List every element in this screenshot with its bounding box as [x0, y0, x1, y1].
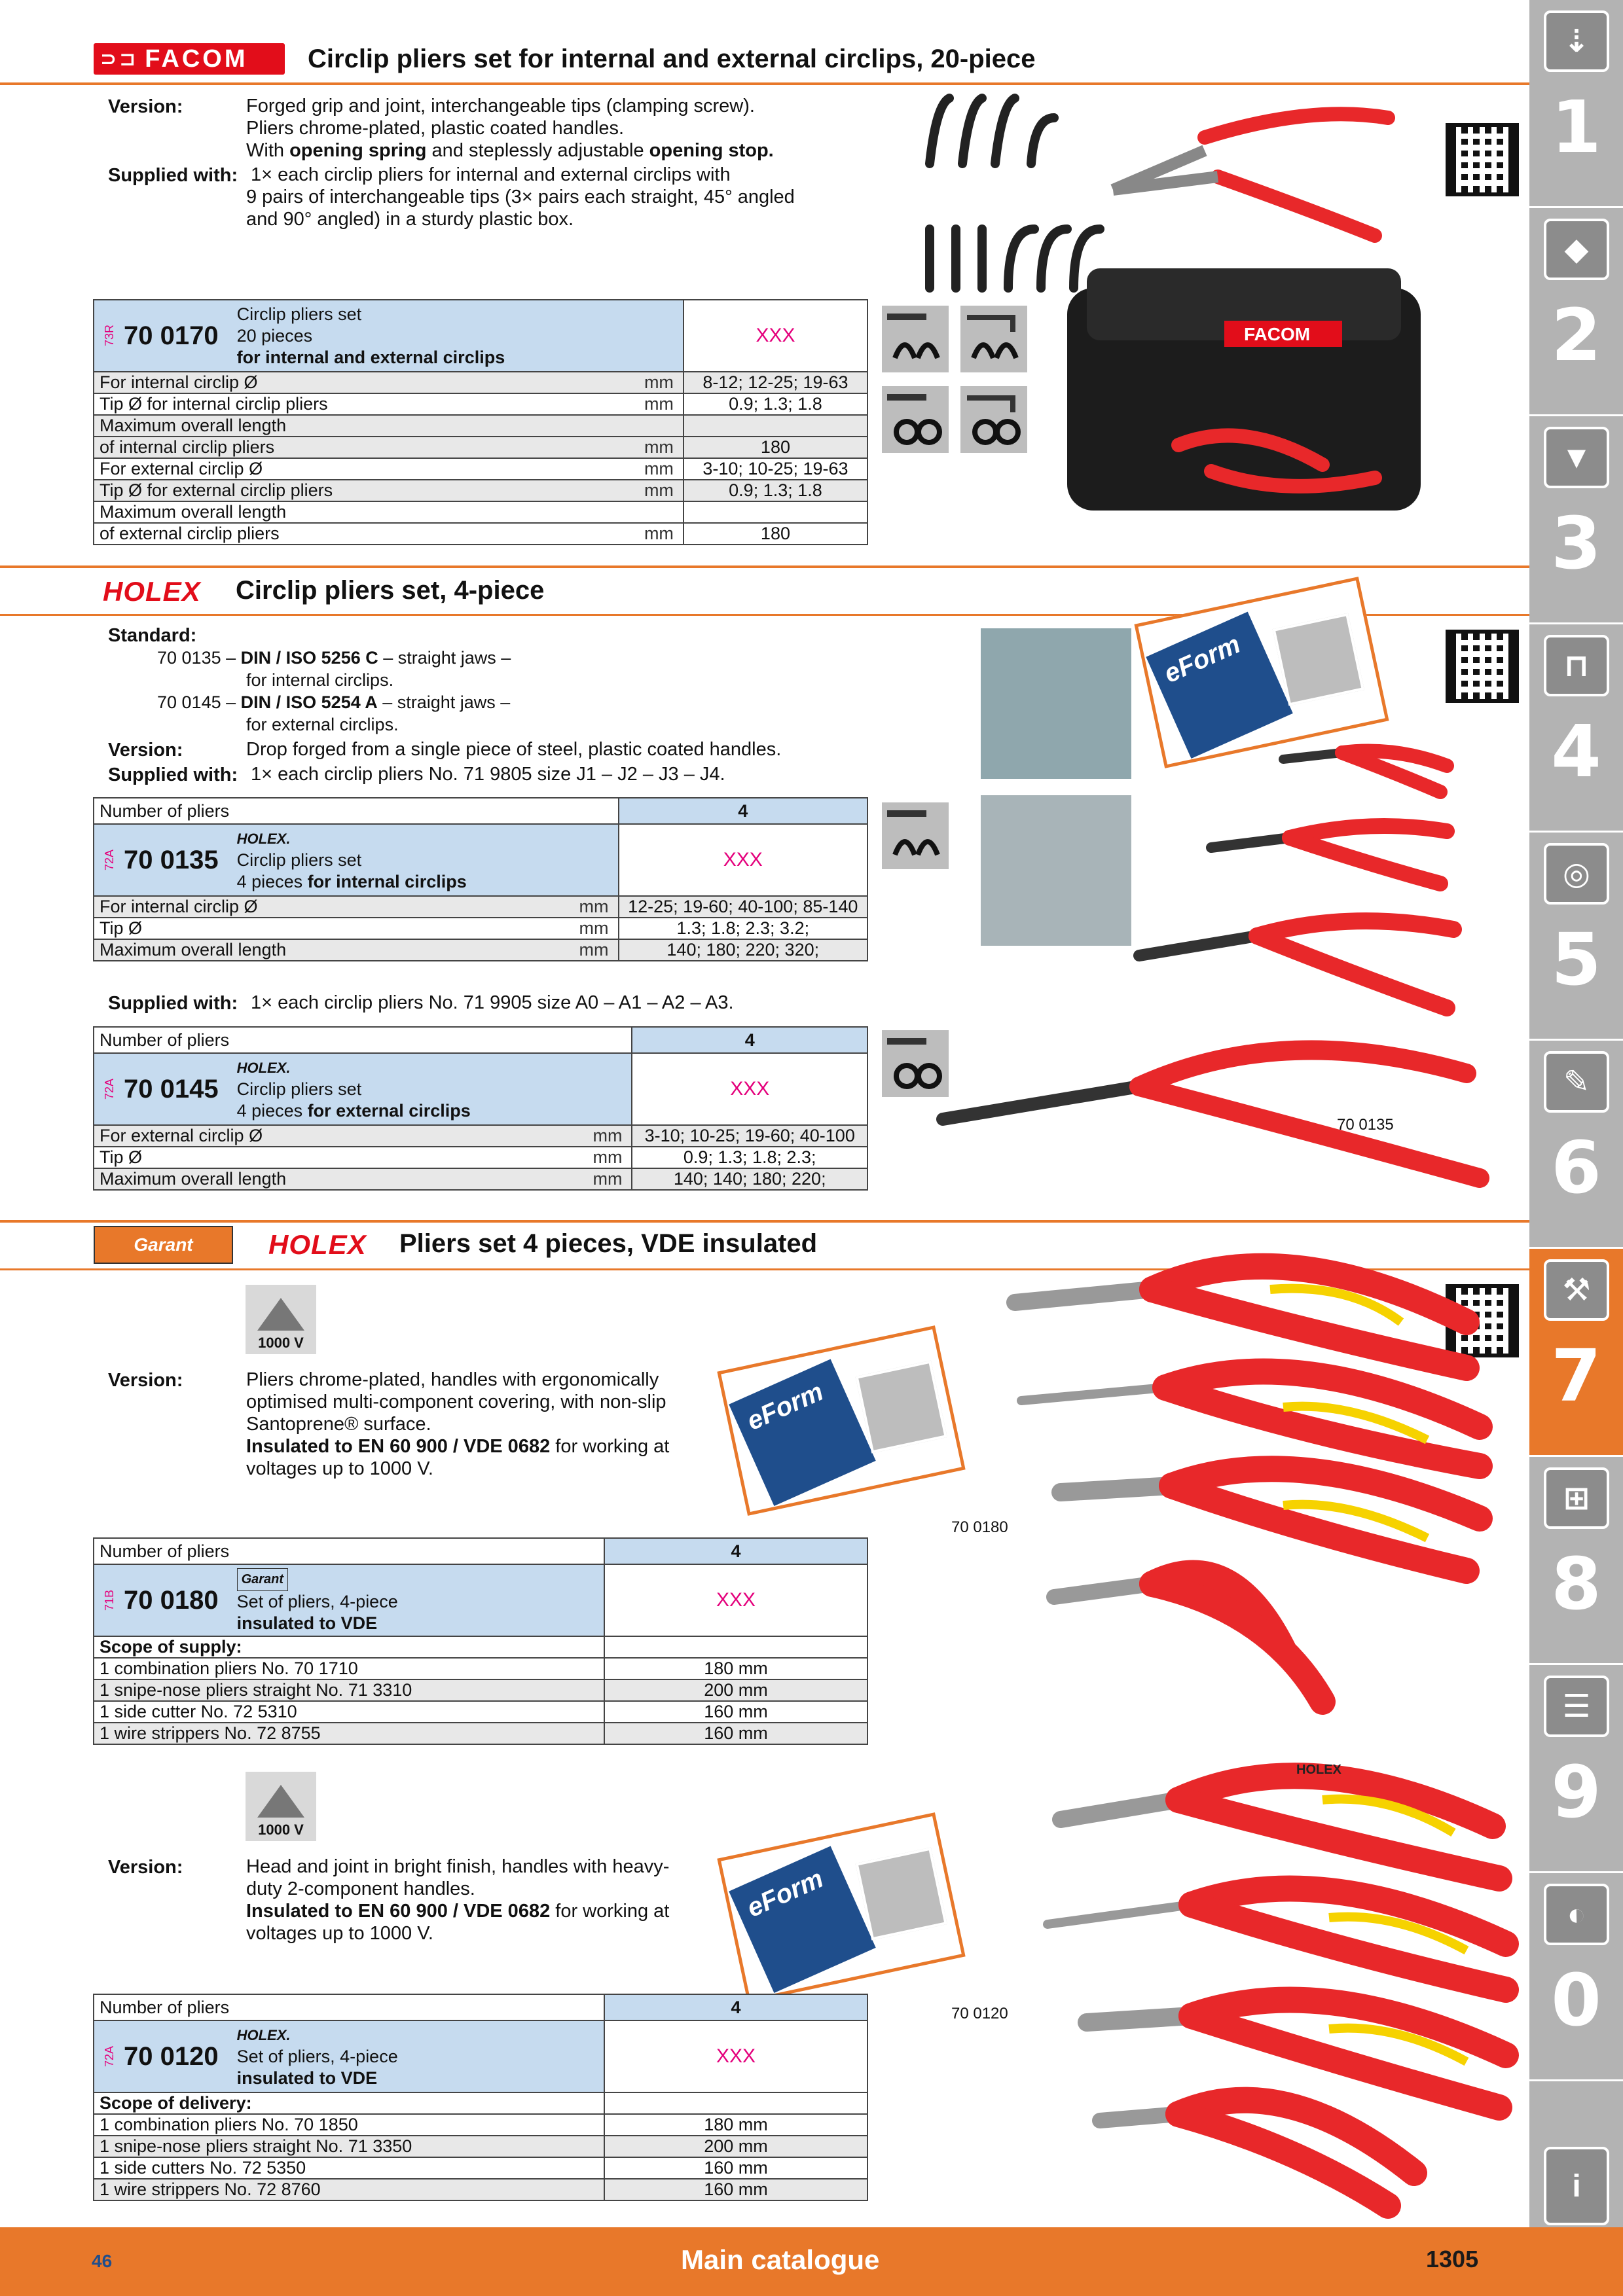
group-code: 72A: [103, 2045, 116, 2068]
holex-circlip-pliers-image: [923, 733, 1525, 1204]
insert-icon: ◆: [1544, 219, 1609, 280]
version-text: Drop forged from a single piece of steel, plastic coated handles.: [246, 739, 782, 760]
spec-table-700170: 73R 70 0170 Circlip pliers set 20 pieces for internal and external circlips XXX For internal circlip Ø mm 8-12; 12-25; 19-63 Tip Ø for internal circlip pliers mm 0.9; 1.3; 1.8 Maximum overall length of internal circlip pliers mm 180 For external circlip Ø mm 3-10; 10-25; 19-63 Tip Ø for external circlip pliers mm 0.9; 1.3; 1.8 Maximum overall length of external circlip pliers mm 180: [93, 299, 868, 545]
sidebar-tab-number: 3: [1551, 501, 1601, 585]
svg-text:HOLEX: HOLEX: [1296, 1763, 1341, 1777]
article-cell: 72A 70 0145 HOLEX. Circlip pliers set 4 pieces for external circlips: [94, 1053, 632, 1125]
qr-code[interactable]: [1446, 123, 1519, 196]
page-ref: 46: [92, 2251, 113, 2271]
caliper-icon: ⊓: [1544, 635, 1609, 696]
sidebar-tab-1[interactable]: [1529, 0, 1623, 208]
article-number: 70 0180: [124, 1585, 219, 1615]
sidebar-tab-number: 5: [1551, 918, 1601, 1001]
footer-bar: [0, 2227, 1623, 2296]
section-title: Circlip pliers set for internal and external circlips, 20-piece: [308, 45, 1036, 73]
holex-logo: HOLEX: [268, 1229, 367, 1260]
article-number: 70 0120: [124, 2041, 219, 2071]
sidebar-tab-number: 6: [1551, 1126, 1601, 1210]
version-text: Head and joint in bright finish, handles with heavy- duty 2-component handles. Insulated to EN 60 900 / VDE 0682 for working at voltages up to 1000 V.: [246, 1856, 670, 1944]
sidebar-tab-5[interactable]: [1529, 833, 1623, 1041]
article-number: 70 0135: [124, 845, 219, 874]
sidebar-tab-8[interactable]: [1529, 1457, 1623, 1665]
sidebar-tab-9[interactable]: [1529, 1665, 1623, 1873]
section-title: Circlip pliers set, 4-piece: [236, 576, 545, 605]
version-label: Version:: [108, 1857, 183, 1878]
eform-badge[interactable]: eForm: [717, 1812, 965, 2003]
spec-table-700120: Number of pliers 4 72A 70 0120 HOLEX. Set of pliers, 4-piece insulated to VDE XXX Scope of delivery: 1 combination pliers No. 70 1850 180 mm 1 snipe-nose pliers straight No. 71 3350 200 mm 1 side cutters No. 72 5350 160 mm 1 wire strippers No. 72 8760 160 mm: [93, 1994, 868, 2201]
footer-title: Main catalogue: [681, 2244, 880, 2275]
svg-text:FACOM: FACOM: [1244, 324, 1311, 344]
section-title: Pliers set 4 pieces, VDE insulated: [399, 1229, 818, 1258]
holex-vde-pliers-image: [1048, 1728, 1519, 2212]
group-code: 71B: [103, 1589, 116, 1611]
article-number: 70 0145: [124, 1074, 219, 1103]
sidebar-tab-3[interactable]: [1529, 416, 1623, 624]
article-cell: 72A 70 0120 HOLEX. Set of pliers, 4-piece insulated to VDE: [94, 2020, 604, 2092]
sidebar-tab-number: 4: [1551, 709, 1601, 793]
version-text: Pliers chrome-plated, handles with ergonomically optimised multi-component covering, with non-slip Santoprene® surface. Insulated to EN 60 900 / VDE 0682 for working at voltages up to 1000 V.: [246, 1369, 670, 1479]
supplied-label: Supplied with:: [108, 764, 238, 785]
article-number: 70 0170: [124, 321, 219, 350]
version-label: Version:: [108, 740, 183, 761]
info-icon: i: [1544, 2147, 1609, 2225]
standard-700135: 70 0135 – DIN / ISO 5256 C – straight jaws – for internal circlips. 70 0145 – DIN / ISO 5254 A – straight jaws – for external circlips.: [157, 648, 511, 734]
qr-code[interactable]: [1446, 630, 1519, 703]
standard-label: Standard:: [108, 625, 197, 646]
section-divider: [0, 1220, 1529, 1223]
sidebar-tab-number: 0: [1551, 1958, 1601, 2042]
grinding-disc-icon: ◎: [1544, 843, 1609, 905]
garant-logo: Garant: [94, 1226, 233, 1264]
facom-logo: ⊃⊐ FACOM: [94, 43, 285, 75]
spec-table-700145: Number of pliers 4 72A 70 0145 HOLEX. Circlip pliers set 4 pieces for external circlips XXX For external circlip Ø mm 3-10; 10-25; 19-60; 40-100 Tip Ø mm 0.9; 1.3; 1.8; 2.3; Maximum overall length mm 140; 140; 180; 220;: [93, 1026, 868, 1191]
vde-1000v-icon: 1000 V: [246, 1772, 316, 1841]
eform-badge[interactable]: eForm: [717, 1325, 965, 1516]
tool-holder-icon: ▼: [1544, 427, 1609, 488]
supplied-label: Supplied with:: [108, 993, 238, 1014]
sidebar-tab-number: 8: [1551, 1542, 1601, 1626]
spec-table-700180: Number of pliers 4 71B 70 0180 Garant Set of pliers, 4-piece insulated to VDE XXX Scope of supply: 1 combination pliers No. 70 1710 180 mm 1 snipe-nose pliers straight No. 71 3310 200 mm 1 side cutter No. 72 5310 160 mm 1 wire strippers No. 72 8755 160 mm: [93, 1537, 868, 1745]
group-code: 72A: [103, 849, 116, 871]
sidebar-tab-0[interactable]: [1529, 1873, 1623, 2081]
section-divider: [0, 565, 1529, 568]
price-cell: XXX: [684, 300, 867, 372]
cabinet-icon: ☰: [1544, 1676, 1609, 1737]
version-label: Version:: [108, 96, 183, 117]
version-text: Forged grip and joint, interchangeable tips (clamping screw). Pliers chrome-plated, plastic coated handles. With opening spring and steplessly adjustable opening stop.: [246, 96, 774, 161]
supplied-text: 1× each circlip pliers No. 71 9805 size J1 – J2 – J3 – J4.: [251, 764, 725, 785]
group-code: 72A: [103, 1078, 116, 1100]
page-number: 1305: [1426, 2246, 1479, 2272]
facom-circlip-set-image: [917, 79, 1440, 537]
sidebar-tab-number: 7: [1551, 1334, 1601, 1418]
spec-table-700135: Number of pliers 4 72A 70 0135 HOLEX. Circlip pliers set 4 pieces for internal circlips XXX For internal circlip Ø mm 12-25; 19-60; 40-100; 85-140 Tip Ø mm 1.3; 1.8; 2.3; 3.2; Maximum overall length mm 140; 180; 220; 320;: [93, 797, 868, 961]
sidebar-tab-7[interactable]: [1529, 1249, 1623, 1457]
supplied-text: 1× each circlip pliers for internal and external circlips with 9 pairs of interchangeable tips (3× pairs each straight, 45° angled and 90° angled) in a sturdy plastic box.: [246, 164, 795, 230]
screwdriver-icon: ✎: [1544, 1051, 1609, 1113]
safety-goggles-icon: ◐: [1544, 1884, 1609, 1945]
holex-logo: HOLEX: [103, 576, 201, 607]
version-label: Version:: [108, 1370, 183, 1391]
article-cell: 73R 70 0170 Circlip pliers set 20 pieces for internal and external circlips: [94, 300, 684, 372]
sidebar-tab-4[interactable]: [1529, 624, 1623, 833]
supplied-text: 1× each circlip pliers No. 71 9905 size A0 – A1 – A2 – A3.: [251, 992, 734, 1013]
image-caption: 70 0120: [951, 2005, 1008, 2022]
workshop-icon: ⊞: [1544, 1467, 1609, 1529]
supplied-label: Supplied with:: [108, 165, 238, 186]
image-caption: 70 0180: [951, 1518, 1008, 1536]
sidebar-tab-6[interactable]: [1529, 1041, 1623, 1249]
sidebar-tab-number: 2: [1551, 293, 1601, 377]
eform-badge[interactable]: eForm: [1134, 577, 1389, 768]
image-caption: 70 0135: [1337, 1116, 1394, 1134]
vde-1000v-icon: 1000 V: [246, 1285, 316, 1354]
sidebar-tab-number: 9: [1551, 1750, 1601, 1834]
sidebar-tab-2[interactable]: [1529, 208, 1623, 416]
sidebar-tab-number: 1: [1551, 85, 1601, 169]
group-code: 73R: [103, 325, 116, 347]
drill-icon: ⇣: [1544, 10, 1609, 72]
garant-vde-pliers-image: [1008, 1244, 1519, 1715]
pliers-hammer-icon: ⚒: [1544, 1259, 1609, 1321]
article-cell: 71B 70 0180 Garant Set of pliers, 4-piece insulated to VDE: [94, 1564, 604, 1636]
article-cell: 72A 70 0135 HOLEX. Circlip pliers set 4 pieces for internal circlips: [94, 824, 619, 896]
